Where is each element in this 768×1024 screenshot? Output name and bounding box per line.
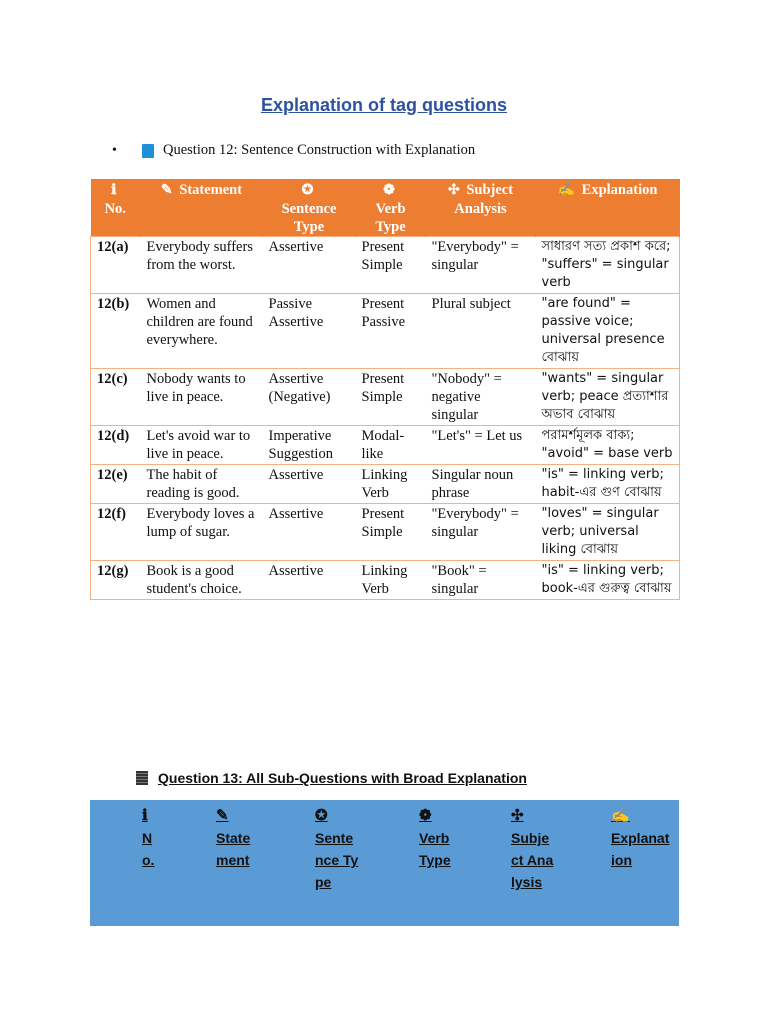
cell-statement: Everybody suffers from the worst. <box>141 237 263 294</box>
cell-explanation: পরামর্শমূলক বাক্য; "avoid" = base verb <box>536 426 680 465</box>
cell-subject: "Everybody" = singular <box>426 237 536 294</box>
cell-no: 12(b) <box>91 294 141 369</box>
col-header-sentence-type <box>263 179 356 237</box>
cell-subject: "Let's" = Let us <box>426 426 536 465</box>
dark-book-icon <box>136 771 148 785</box>
cell-sentence-type: Passive Assertive <box>263 294 356 369</box>
q12-header-row <box>91 179 680 237</box>
cell-subject: "Book" = singular <box>426 561 536 600</box>
page-title: Explanation of tag questions <box>260 95 507 115</box>
col-label: Explanation <box>611 830 670 868</box>
cell-verb-type: Modal-like <box>356 426 426 465</box>
col-header-statement <box>141 179 263 237</box>
col-label: Statement <box>179 182 243 198</box>
memo-icon: ✎ <box>160 183 173 198</box>
puzzle-icon: ✪ <box>315 807 328 824</box>
col-label: Explanation <box>581 182 658 198</box>
q13-heading-text: Question 13: All Sub-Questions with Broad Explanation <box>158 770 527 786</box>
cell-verb-type: Present Passive <box>356 294 426 369</box>
col-label: Verb Type <box>375 201 406 235</box>
col-header-subject-analysis <box>511 805 555 893</box>
cell-verb-type: Linking Verb <box>356 465 426 504</box>
table-row <box>91 465 680 504</box>
q13-table-header <box>90 800 679 926</box>
cell-statement: Women and children are found everywhere. <box>141 294 263 369</box>
cell-subject: Singular noun phrase <box>426 465 536 504</box>
cell-no: 12(d) <box>91 426 141 465</box>
analysis-icon: ✣ <box>447 183 460 198</box>
blue-book-icon <box>142 144 154 158</box>
cell-no: 12(c) <box>91 369 141 426</box>
cell-subject: Plural subject <box>426 294 536 369</box>
cell-verb-type: Present Simple <box>356 369 426 426</box>
cell-statement: The habit of reading is good. <box>141 465 263 504</box>
col-label: Subject Analysis <box>454 182 514 217</box>
cell-verb-type: Linking Verb <box>356 561 426 600</box>
table-row <box>91 294 680 369</box>
table-row <box>91 426 680 465</box>
col-header-subject-analysis <box>426 179 536 237</box>
col-label: Subject Analysis <box>511 830 554 890</box>
cell-statement: Everybody loves a lump of sugar. <box>141 504 263 561</box>
col-header-statement <box>216 805 252 871</box>
col-header-verb-type <box>419 805 455 871</box>
col-label: Sentence Type <box>281 201 337 235</box>
puzzle-icon: ✪ <box>301 183 314 198</box>
writing-hand-icon: ✍ <box>557 183 576 198</box>
col-label: Verb Type <box>419 830 451 868</box>
col-header-sentence-type <box>315 805 361 893</box>
cell-explanation: "loves" = singular verb; universal liking বোঝায় <box>536 504 680 561</box>
writing-hand-icon: ✍ <box>611 807 630 824</box>
cell-explanation: "are found" = passive voice; universal presence বোঝায় <box>536 294 680 369</box>
table-row <box>91 237 680 294</box>
q12-table <box>90 179 680 600</box>
cell-explanation: "is" = linking verb; book-এর গুরুত্ব বোঝায় <box>536 561 680 600</box>
gear-icon: ❁ <box>419 807 432 824</box>
q12-heading <box>112 142 475 159</box>
gear-icon: ❁ <box>383 183 395 198</box>
col-header-no <box>142 805 160 871</box>
table-row <box>91 561 680 600</box>
col-header-verb-type <box>356 179 426 237</box>
cell-no: 12(a) <box>91 237 141 294</box>
table-row <box>91 369 680 426</box>
cell-verb-type: Present Simple <box>356 504 426 561</box>
q13-heading <box>136 770 527 786</box>
cell-explanation: "is" = linking verb; habit-এর গুণ বোঝায় <box>536 465 680 504</box>
cell-statement: Let's avoid war to live in peace. <box>141 426 263 465</box>
cell-verb-type: Present Simple <box>356 237 426 294</box>
memo-icon: ✎ <box>216 807 229 824</box>
cell-subject: "Everybody" = singular <box>426 504 536 561</box>
cell-subject: "Nobody" = negative singular <box>426 369 536 426</box>
cell-sentence-type: Assertive <box>263 561 356 600</box>
col-label: No. <box>142 830 155 868</box>
q12-heading-text: Question 12: Sentence Construction with Explanation <box>163 142 476 158</box>
col-header-explanation <box>611 805 673 871</box>
col-header-no <box>91 179 141 237</box>
cell-sentence-type: Assertive <box>263 465 356 504</box>
col-label: Statement <box>216 830 251 868</box>
cell-sentence-type: Imperative Suggestion <box>263 426 356 465</box>
col-label: Sentence Type <box>315 830 359 890</box>
col-label: No. <box>104 201 126 217</box>
info-icon: ℹ <box>142 807 148 824</box>
cell-no: 12(f) <box>91 504 141 561</box>
cell-statement: Book is a good student's choice. <box>141 561 263 600</box>
analysis-icon: ✣ <box>511 807 524 824</box>
cell-statement: Nobody wants to live in peace. <box>141 369 263 426</box>
cell-no: 12(g) <box>91 561 141 600</box>
bullet: • <box>112 142 117 158</box>
col-header-explanation <box>536 179 680 237</box>
cell-sentence-type: Assertive (Negative) <box>263 369 356 426</box>
info-icon: ℹ <box>111 183 117 198</box>
cell-sentence-type: Assertive <box>263 504 356 561</box>
cell-explanation: সাধারণ সত্য প্রকাশ করে; "suffers" = singular verb <box>536 237 680 294</box>
cell-explanation: "wants" = singular verb; peace প্রত্যাশার অভাব বোঝায় <box>536 369 680 426</box>
cell-no: 12(e) <box>91 465 141 504</box>
table-row <box>91 504 680 561</box>
cell-sentence-type: Assertive <box>263 237 356 294</box>
